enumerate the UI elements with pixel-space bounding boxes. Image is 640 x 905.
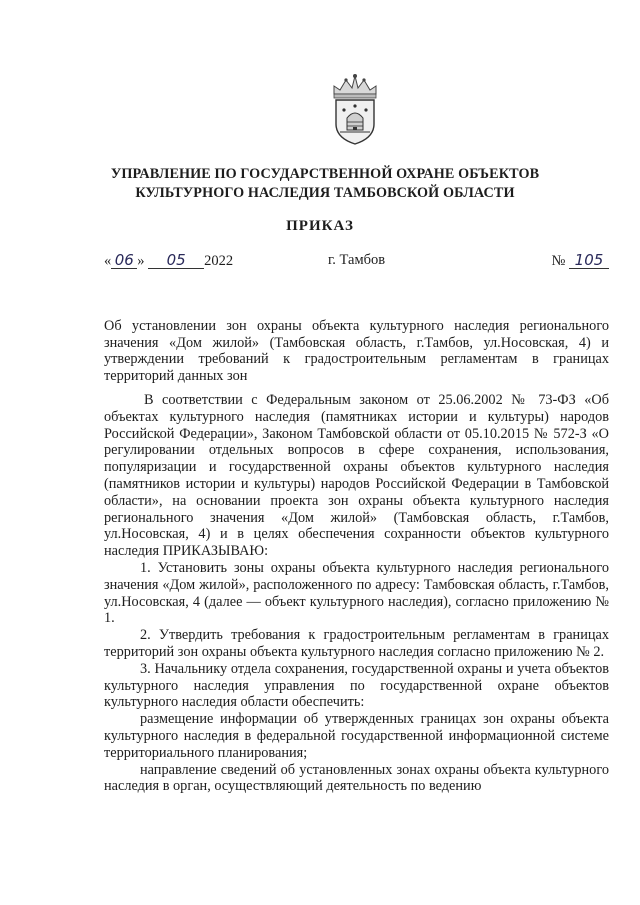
preamble-paragraph: В соответствии с Федеральным законом от 25.06.2002 № 73-ФЗ «Об объектах культурного наследия (памятниках истории и культуры) народов Российской Федерации», Законом Тамбовской области от 05.10.2015 № 572-З «О регулировании отдельных вопросов в сфере сохранения, использования, популяризации и государственной охраны объектов культурного наследия (памятников истории и культуры) народов Российской Федерации в Тамбовской области», на основании проекта зон охраны объекта культурного наследия регионального значения «Дом жилой» (Тамбовская область, г.Тамбов, ул.Носовская, 4) и в целях обеспечения сохранности объектов культурного наследия ПРИКАЗЫВАЮ: — [104, 392, 609, 560]
order-number-value: 105 — [569, 252, 609, 269]
tambov-coat-of-arms-icon — [326, 72, 384, 146]
open-quote: « — [104, 253, 112, 269]
order-year: 2022 — [204, 253, 234, 269]
order-item-1: 1. Установить зоны охраны объекта культурного наследия регионального значения «Дом жилой», расположенного по адресу: Тамбовская область, г.Тамбов, ул.Носовская, 4 (далее — объект культурного наследия), согласно приложению № 1. — [104, 559, 609, 627]
close-quote: » — [137, 253, 145, 269]
order-item-3b: направление сведений об установленных зонах охраны объекта культурного наследия в орган, осуществляющий деятельность по ведению — [104, 761, 609, 795]
order-title: ПРИКАЗ — [286, 218, 354, 234]
order-date-line — [104, 252, 609, 274]
number-prefix: № — [551, 253, 566, 269]
order-item-2: 2. Утвердить требования к градостроительным регламентам в границах территорий зон охраны объекта культурного наследия согласно приложению № 2. — [104, 627, 609, 660]
order-body — [104, 392, 609, 795]
order-number — [552, 252, 609, 270]
order-city: г. Тамбов — [328, 252, 386, 268]
order-item-3: 3. Начальнику отдела сохранения, государственной охраны и учета объектов культурного наследия управления по государственной охране объектов культурного наследия области обеспечить: — [104, 660, 609, 711]
order-day: 06 — [111, 252, 137, 269]
order-subject: Об установлении зон охраны объекта культурного наследия регионального значения «Дом жилой» (Тамбовская область, г.Тамбов, ул.Носовская, 4) и утверждении требований к градостроительным регламентам в границах территорий данных зон — [104, 318, 609, 384]
order-month: 05 — [148, 252, 204, 269]
order-item-3a: размещение информации об утвержденных границах зон охраны объекта культурного наследия в федеральной государственной информационной системе территориального планирования; — [104, 711, 609, 761]
order-date — [104, 252, 233, 270]
agency-header — [95, 165, 555, 203]
agency-header-line1: УПРАВЛЕНИЕ ПО ГОСУДАРСТВЕННОЙ ОХРАНЕ ОБЪЕКТОВ — [110, 166, 540, 182]
agency-header-line2: КУЛЬТУРНОГО НАСЛЕДИЯ ТАМБОВСКОЙ ОБЛАСТИ — [135, 185, 515, 201]
